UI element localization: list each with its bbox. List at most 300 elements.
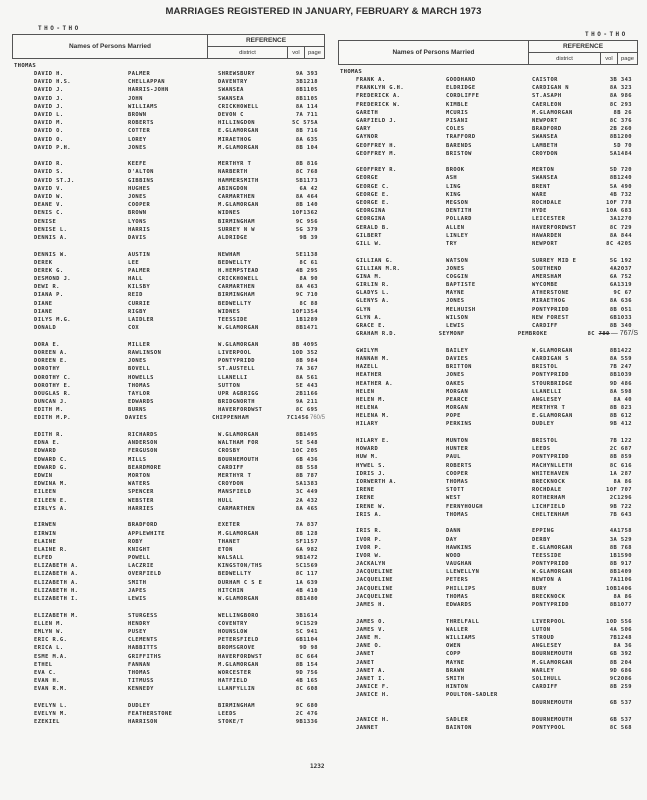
district: HAMMERSMITH: [218, 177, 259, 184]
right-column: [338, 40, 638, 741]
first-names: EVELYN M.: [34, 711, 68, 718]
district: CAISTOR: [532, 77, 558, 83]
district: LIVERPOOL: [532, 618, 566, 625]
vol-page: 8C 293: [609, 101, 632, 108]
first-names: EVELYN L.: [34, 702, 68, 709]
spouse-surname: BARENDS: [446, 142, 472, 149]
spouse-surname: REID: [128, 292, 143, 299]
vol-page: 2A 432: [295, 497, 318, 504]
table-row: [12, 300, 325, 308]
vol-page: 5C1569: [295, 563, 318, 570]
table-row: [12, 267, 325, 275]
first-names: DOREEN A.: [34, 349, 68, 356]
vol-page: 3A 529: [609, 536, 632, 543]
spouse-surname: POULTON-SADLER: [446, 692, 498, 699]
first-names: EDWARD: [34, 448, 57, 455]
table-row: [338, 215, 638, 223]
table-row: [12, 669, 325, 677]
spouse-surname: BRADFORD: [128, 522, 158, 529]
spouse-surname: POWELL: [128, 555, 151, 562]
table-row: [338, 445, 638, 453]
table-row: [338, 494, 638, 502]
first-names: JACQUELINE: [356, 577, 393, 584]
spouse-surname: BROOK: [446, 167, 465, 174]
entry-group: [338, 76, 638, 158]
first-names: HEATHER: [356, 372, 382, 379]
table-row: [12, 447, 325, 455]
first-names: DAVID O.: [34, 136, 64, 143]
spouse-surname: THOMAS: [446, 479, 469, 485]
first-names: HELENA M.: [356, 413, 390, 420]
vol-page: 4A2037: [609, 265, 632, 272]
first-names: GEORGINA: [356, 208, 386, 215]
table-row: [12, 177, 325, 185]
vol-page: 8B1039: [609, 372, 632, 379]
district: BRADFORD: [532, 126, 562, 133]
spouse-surname: BRAWN: [446, 667, 465, 674]
district: HOUNSLOW: [218, 628, 248, 635]
first-names: GARETH: [356, 109, 379, 116]
table-row: [338, 511, 638, 519]
table-row: [338, 355, 638, 363]
first-names: HOWARD: [356, 446, 379, 453]
district: NEWPORT: [532, 117, 558, 124]
first-names: HAZELL: [356, 364, 379, 371]
index-range-left: THO-THO: [38, 25, 81, 32]
first-names: DEREK: [34, 259, 53, 266]
table-row: [12, 390, 325, 398]
table-row: [338, 297, 638, 305]
district: HAWARDEN: [532, 232, 562, 239]
first-names: GEORGE E.: [356, 200, 390, 207]
vol-page: 10D 556: [606, 618, 632, 625]
district: PETERSFIELD: [218, 637, 259, 644]
spouse-surname: LOREY: [128, 136, 147, 143]
spouse-surname: HOWELLS: [128, 374, 154, 381]
spouse-surname: THOMAS: [446, 593, 469, 600]
district: CRICKHOWELL: [218, 276, 259, 283]
vol-page: 5D 70: [613, 142, 632, 149]
vol-page: 8C 608: [295, 686, 318, 693]
entry-group: [12, 70, 325, 152]
first-names: HUW M.: [356, 454, 379, 461]
district: NEWHAM: [218, 251, 241, 258]
district: W.GLAMORGAN: [532, 347, 573, 354]
table-row: [338, 527, 638, 535]
first-names: EIRWEN: [34, 522, 57, 529]
district: SURREY MID E: [532, 257, 577, 264]
first-names: DONALD: [34, 325, 57, 332]
first-names: IRENE: [356, 495, 375, 502]
first-names: GINA M.: [356, 273, 382, 280]
first-names: ERIC R.G.: [34, 637, 68, 644]
vol-page: 3B 343: [609, 77, 632, 83]
column-header: [12, 34, 325, 59]
first-names: DOROTHY: [34, 366, 60, 373]
district: BROMSGROVE: [218, 645, 255, 652]
spouse-surname: BOVELL: [128, 366, 151, 373]
district: M.GLAMORGAN: [218, 530, 259, 537]
first-names: IVOR W.: [356, 552, 382, 559]
district: STOURBRIDGE: [532, 380, 573, 387]
first-names: HELENA: [356, 405, 379, 412]
first-names: ELAINE R.: [34, 546, 68, 553]
district: WALTHAM FOR: [218, 440, 259, 447]
vol-page: 6B1033: [609, 314, 632, 321]
vol-page: 9B1336: [295, 719, 318, 726]
first-names: EDITH R.: [34, 432, 64, 439]
vol-page: 9C1529: [295, 620, 318, 627]
table-row: [338, 601, 638, 609]
first-names: EILEEN: [34, 489, 57, 496]
vol-page: 7A 711: [295, 111, 318, 118]
district: CAERLEON: [532, 101, 562, 108]
spouse-surname: PALMER: [128, 71, 151, 77]
spouse-surname: LING: [446, 183, 461, 190]
table-row: [12, 95, 325, 103]
vol-page: 8C 616: [609, 462, 632, 469]
spouse-surname: COOPER: [446, 470, 469, 477]
vol-header: vol: [601, 53, 618, 64]
district: BRISTOL: [532, 438, 558, 445]
vol-page: 8B 26: [613, 109, 632, 116]
spouse-surname: LLEWELLYN: [446, 569, 480, 576]
district: ETON: [218, 546, 233, 553]
spouse-surname: WALLER: [446, 626, 469, 633]
table-row: [12, 464, 325, 472]
district: HITCHIN: [218, 587, 244, 594]
table-row: [12, 554, 325, 562]
first-names: DUNCAN J.: [34, 399, 68, 406]
district: AMERSHAM: [532, 273, 562, 280]
first-names: JANET: [356, 659, 375, 666]
vol-page: 8B 259: [609, 684, 632, 691]
vol-page: 7A 367: [295, 366, 318, 373]
spouse-surname: MAYNE: [446, 659, 465, 666]
district: ROTHERHAM: [532, 495, 566, 502]
spouse-surname: PISANI: [446, 117, 469, 124]
spouse-surname: COX: [128, 325, 140, 332]
district: BURY: [532, 585, 547, 592]
spouse-surname: WATERS: [128, 481, 151, 488]
table-row: [338, 92, 638, 100]
vol-page: 8C 88: [299, 300, 318, 307]
first-names: DOROTHY C.: [34, 374, 71, 381]
entry-group: [338, 716, 638, 732]
vol-page: 10B1406: [606, 585, 632, 592]
first-names: EDNA E.: [34, 440, 60, 447]
spouse-surname: MORGAN: [446, 388, 469, 395]
vol-page: 5C 941: [295, 628, 318, 635]
table-row: [338, 585, 638, 593]
table-row: [338, 626, 638, 634]
vol-page: 8B 051: [609, 306, 632, 313]
spouse-surname: KING: [446, 191, 461, 198]
spouse-surname: MCURIS: [446, 109, 469, 116]
vol-page: 8B 716: [295, 128, 318, 135]
first-names: DILYS M.G.: [34, 317, 71, 324]
spouse-surname: OWEN: [446, 643, 461, 650]
entry-group: [12, 702, 325, 727]
table-row: [12, 398, 325, 406]
first-names: DAVID J.: [34, 103, 64, 110]
table-row: [338, 76, 638, 84]
table-row: [12, 439, 325, 447]
district: SURREY N W: [218, 226, 255, 233]
table-row: [338, 330, 638, 338]
table-row: [338, 347, 638, 355]
district: H.HEMPSTEAD: [218, 267, 259, 274]
vol-page: 2B1166: [295, 390, 318, 397]
page-header: page: [621, 55, 634, 62]
vol-page: 8A 635: [295, 136, 318, 143]
table-row: [338, 691, 638, 699]
first-names: EIRLYS A.: [34, 505, 68, 512]
spouse-surname: HENDRY: [128, 620, 151, 627]
district: ATHERSTONE: [532, 290, 569, 297]
first-names: JANE M.: [356, 634, 382, 641]
table-row: [12, 521, 325, 529]
table-row: [12, 209, 325, 217]
district: PONTYPRIDD: [532, 561, 569, 568]
vol-page: 7B1248: [609, 634, 632, 641]
district: W.GLAMORGAN: [218, 325, 259, 332]
vol-page: 8B1495: [295, 432, 318, 439]
spouse-surname: MAYNE: [446, 290, 465, 297]
spouse-surname: HARRISON: [128, 719, 158, 726]
vol-page: [596, 691, 632, 699]
spouse-surname: COTTER: [128, 128, 151, 135]
first-names: JACKALYN: [356, 561, 386, 568]
vol-page: 1A 287: [609, 470, 632, 477]
first-names: DAVID M.: [34, 120, 64, 127]
first-names: JANICE F.: [356, 684, 390, 691]
first-names: JANET: [356, 651, 375, 658]
first-names: DENNIS A.: [34, 234, 68, 241]
first-names: JACQUELINE: [356, 593, 393, 600]
first-names: ELIZABETH A.: [34, 571, 79, 578]
reference-title: REFERENCE: [529, 41, 637, 53]
table-row: [12, 505, 325, 513]
entry-group: [12, 612, 325, 694]
district: E.GLAMORGAN: [218, 128, 259, 135]
table-row: [12, 488, 325, 496]
spouse-surname: JOHN: [128, 95, 143, 102]
vol-page: 4B 165: [295, 678, 318, 685]
district: HAVERFORDWST: [532, 224, 577, 231]
entry-group: [338, 257, 638, 339]
district: CROYDON: [218, 481, 244, 488]
first-names: HANNAH M.: [356, 355, 390, 362]
spouse-surname: MEGSON: [446, 200, 469, 207]
district: CARMARTHEN: [218, 505, 255, 512]
district: WORCESTER: [218, 669, 252, 676]
spouse-surname: BAINTON: [446, 725, 472, 732]
district: LLANFYLLIN: [218, 686, 255, 693]
table-row: [338, 388, 638, 396]
vol-page: 5A1484: [609, 150, 632, 157]
vol-page: 6B 392: [609, 651, 632, 658]
spouse-surname: KIMBLE: [446, 101, 469, 108]
table-row: [338, 552, 638, 560]
district: LUTON: [532, 626, 551, 633]
table-row: [338, 536, 638, 544]
district: W.GLAMORGAN: [218, 432, 259, 439]
vol-page: 5A 490: [609, 183, 632, 190]
first-names: JACQUELINE: [356, 585, 393, 592]
spouse-surname: GRIFFITHS: [128, 653, 162, 660]
vol-page: 5B1173: [295, 177, 318, 184]
vol-page: 8A 986: [609, 93, 632, 100]
table-row: [12, 562, 325, 570]
spouse-surname: ROBERTS: [128, 120, 154, 127]
entry-group: [338, 347, 638, 429]
table-row: [338, 166, 638, 174]
first-names: EMLYN W.: [34, 628, 64, 635]
first-names: DAVID L.: [34, 111, 64, 118]
table-row: [12, 144, 325, 152]
district: PEMBROKE: [517, 331, 548, 338]
spouse-surname: PHILLIPS: [446, 585, 476, 592]
first-names: DAVID W.: [34, 194, 64, 201]
table-row: [338, 503, 638, 511]
district: LLANELLI: [532, 388, 562, 395]
first-names: DAVID J.: [34, 87, 64, 94]
spouse-surname: BEARDMORE: [128, 464, 162, 471]
vol-page: 8B 768: [609, 544, 632, 551]
struck-page: 780: [598, 331, 610, 338]
vol-page: 2C 687: [609, 446, 632, 453]
vol-page: 9B 722: [609, 503, 632, 510]
table-row: [338, 289, 638, 297]
first-names: IORWERTH A.: [356, 479, 397, 485]
handwritten-note: 760/5: [309, 415, 325, 422]
district: BIRMINGHAM: [218, 292, 255, 299]
spouse-surname: BROWN: [128, 210, 147, 217]
first-names: ESME M.A.: [34, 653, 68, 660]
table-row: [12, 710, 325, 718]
first-names: DEWI R.: [34, 284, 60, 291]
district: DAVENTRY: [218, 79, 248, 86]
district: SWANSEA: [218, 87, 244, 94]
table-row: [338, 224, 638, 232]
district: BIRMINGHAM: [218, 218, 255, 225]
table-row: [338, 462, 638, 470]
vol-page: 8B1077: [609, 602, 632, 609]
first-names: EDWINA M.: [34, 481, 68, 488]
district: HYDE: [532, 208, 547, 215]
first-names: IDRIS J.: [356, 470, 386, 477]
table-row: [338, 117, 638, 125]
first-names: [338, 699, 446, 707]
table-row: [12, 316, 325, 324]
spouse-surname: FERNYHOUGH: [446, 503, 483, 510]
first-names: JANE O.: [356, 643, 382, 650]
table-row: [12, 406, 325, 414]
vol-page: 4B 410: [295, 587, 318, 594]
spouse-surname: JONES: [446, 298, 465, 305]
first-names: EDWARD C.: [34, 456, 68, 463]
district: ST.AUSTELL: [218, 366, 255, 373]
spouse-surname: THOMAS: [128, 669, 151, 676]
first-names: ELAINE: [34, 538, 57, 545]
table-row: [338, 618, 638, 626]
vol-page: 4A1758: [609, 528, 632, 535]
table-row: [338, 125, 638, 133]
district: W.GLAMORGAN: [218, 341, 259, 348]
spouse-surname: MILLS: [128, 456, 147, 463]
vol-page: 6B1104: [295, 637, 318, 644]
district: MIRAETHOG: [218, 136, 252, 143]
district: BOURNEMOUTH: [218, 456, 259, 463]
vol-page: 9D 98: [299, 645, 318, 652]
spouse-surname: DAVIS: [128, 234, 147, 241]
district: MERTHYR T: [218, 473, 252, 479]
vol-page: 10F1362: [292, 210, 318, 217]
index-range-right: THO-THO: [585, 31, 628, 38]
spouse-surname: WILLIAMS: [446, 634, 476, 641]
table-row: [338, 314, 638, 322]
table-row: [338, 634, 638, 642]
first-names: IVOR P.: [356, 536, 382, 543]
first-names: DAVID J.: [34, 95, 64, 102]
table-row: [12, 456, 325, 464]
spouse-surname: LACZRIE: [128, 563, 154, 570]
spouse-surname: MORGAN: [446, 405, 469, 412]
table-row: [338, 560, 638, 568]
surname-heading: THOMAS: [340, 69, 363, 75]
spouse-surname: POPE: [446, 413, 461, 420]
district: HULL: [218, 497, 233, 504]
vol-page: 8C 664: [295, 653, 318, 660]
vol-page: 8C 376: [609, 117, 632, 124]
first-names: GLENYS A.: [356, 298, 390, 305]
first-names: DOUGLAS R.: [34, 390, 71, 397]
first-names: DAVID R.: [34, 161, 64, 168]
district: CARDIFF: [532, 323, 558, 330]
vol-page: 8A 598: [609, 388, 632, 395]
district: CROYDON: [532, 150, 558, 157]
vol-page: 8B1105: [295, 95, 318, 102]
first-names: DEANE V.: [34, 202, 64, 209]
first-names: GEORGE: [356, 175, 379, 182]
first-names: DAVID O.: [34, 128, 64, 135]
spouse-surname: TITMUSS: [128, 678, 154, 685]
district: ALDRIDGE: [218, 234, 248, 241]
district: BOURNEMOUTH: [532, 651, 573, 658]
vol-page: 9C 680: [295, 702, 318, 709]
district: MANSFIELD: [218, 489, 252, 496]
table-row: [338, 183, 638, 191]
district: HATFIELD: [218, 678, 248, 685]
district: SUTTON: [218, 382, 241, 389]
table-row: [12, 226, 325, 234]
district: BEDWELLTY: [218, 259, 252, 266]
vol-page: 9D 756: [295, 669, 318, 676]
vol-page: 8B 204: [609, 659, 632, 666]
district: CRICKHOWELL: [218, 103, 259, 110]
first-names: HILARY: [356, 421, 379, 428]
spouse-surname: HABBITTS: [128, 645, 158, 652]
vol-page: 8B 140: [295, 202, 318, 209]
first-names: HELEN: [356, 388, 375, 395]
first-names: GEORGE E.: [356, 191, 390, 198]
first-names: HILARY E.: [356, 438, 390, 445]
district: SOUTHEND: [532, 265, 562, 272]
first-names: GRAHAM R.D.: [356, 331, 397, 338]
spouse-surname: ALLEN: [446, 224, 465, 231]
spouse-surname: JONES: [128, 194, 147, 201]
